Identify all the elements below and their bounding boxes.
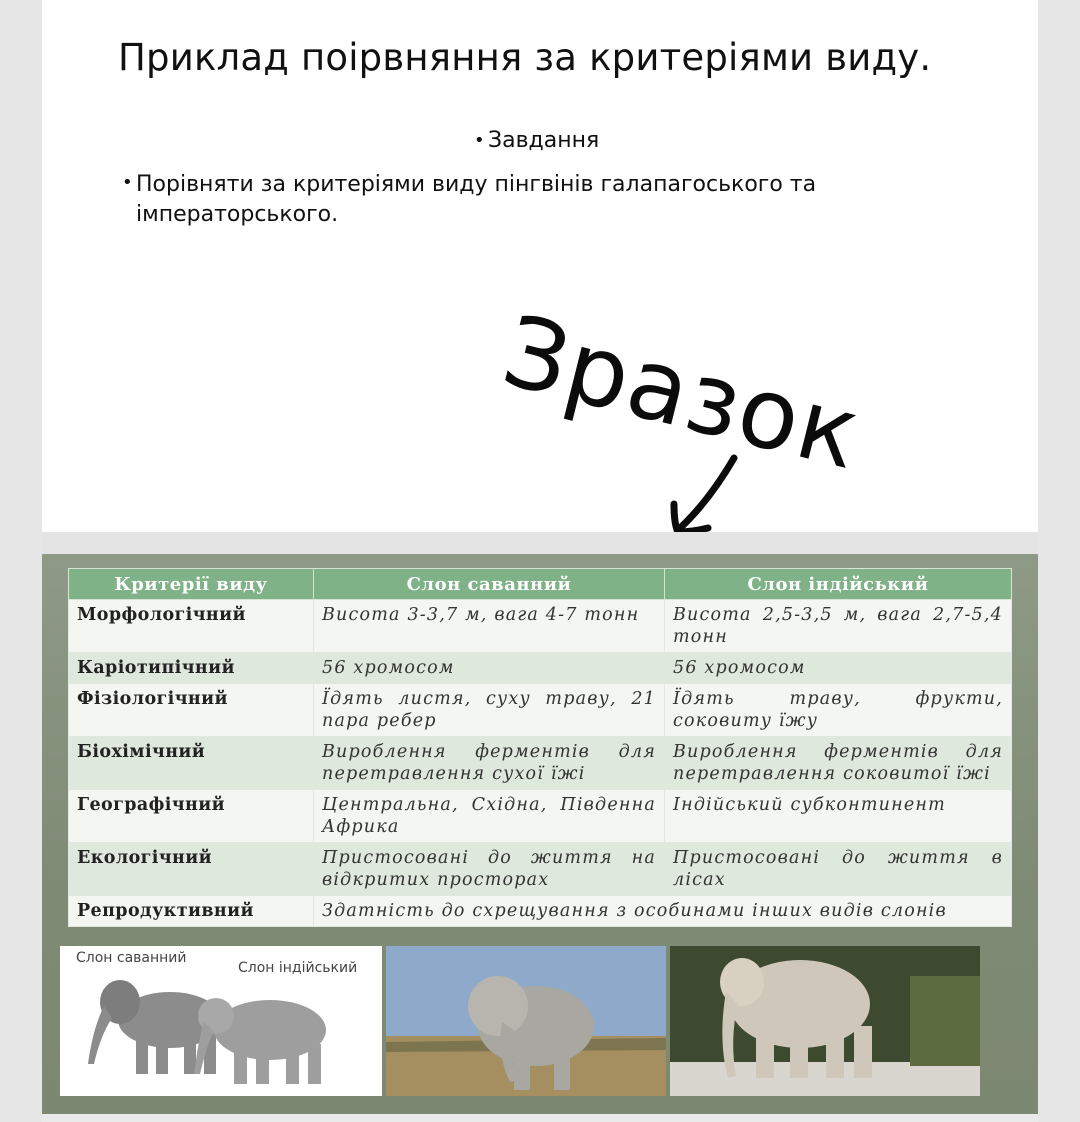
indian-value: Вироблення ферментів для перетравлення соковитої їжі <box>665 737 1012 790</box>
savanna-value: 56 хромосом <box>314 653 665 684</box>
criterion-name: Каріотипічний <box>69 653 314 684</box>
photo-both-elephants <box>60 946 382 1096</box>
table-row <box>69 737 1012 790</box>
handwritten-sample-label: Зразок <box>492 294 872 493</box>
indian-value: Висота 2,5-3,5 м, вага 2,7-5,4 тонн <box>665 600 1012 653</box>
subheading <box>474 128 599 154</box>
criterion-name: Географічний <box>69 790 314 843</box>
task-text: Порівняти за критеріями виду пінгвінів галапагоського та імператорського. <box>136 172 817 227</box>
table-row <box>69 790 1012 843</box>
criteria-table <box>68 568 1012 927</box>
table-header-row <box>69 569 1012 600</box>
table-row <box>69 843 1012 896</box>
bullet: • <box>474 130 485 151</box>
elephant-photos <box>60 946 980 1096</box>
header-savanna-elephant: Слон саванний <box>314 569 665 600</box>
caption-savanna: Слон саванний <box>76 950 187 966</box>
criterion-name: Екологічний <box>69 843 314 896</box>
savanna-value: Центральна, Східна, Південна Африка <box>314 790 665 843</box>
savanna-value: Пристосовані до життя на відкритих просторах <box>314 843 665 896</box>
slide-title: Приклад поірвняння за критеріями виду. <box>118 36 932 79</box>
header-criteria: Критерії виду <box>69 569 314 600</box>
caption-indian: Слон індійський <box>238 960 358 976</box>
task-slide <box>42 0 1038 532</box>
savanna-elephant-image <box>386 946 666 1096</box>
criterion-name: Фізіологічний <box>69 684 314 737</box>
criterion-name: Репродуктивний <box>69 896 314 927</box>
criterion-name: Біохімічний <box>69 737 314 790</box>
savanna-value: Їдять листя, суху траву, 21 пара ребер <box>314 684 665 737</box>
criterion-name: Морфологічний <box>69 600 314 653</box>
photo-indian-elephant <box>670 946 980 1096</box>
header-indian-elephant: Слон індійський <box>665 569 1012 600</box>
subheading-text: Завдання <box>488 128 600 153</box>
left-margin <box>0 0 42 1122</box>
table-row <box>69 684 1012 737</box>
indian-value: Індійський субконтинент <box>665 790 1012 843</box>
table-row <box>69 600 1012 653</box>
indian-value: 56 хромосом <box>665 653 1012 684</box>
table-row <box>69 653 1012 684</box>
savanna-value: Висота 3-3,7 м, вага 4-7 тонн <box>314 600 665 653</box>
indian-elephant-image <box>670 946 980 1096</box>
shared-value: Здатність до схрещування з особинами інших видів слонів <box>314 896 1012 927</box>
example-slide <box>42 554 1038 1114</box>
handwritten-arrow-icon <box>660 452 750 542</box>
page-gap <box>42 532 1038 554</box>
indian-value: Пристосовані до життя в лісах <box>665 843 1012 896</box>
savanna-value: Вироблення ферментів для перетравлення сухої їжі <box>314 737 665 790</box>
indian-value: Їдять траву, фрукти, соковиту їжу <box>665 684 1012 737</box>
table-row <box>69 896 1012 927</box>
photo-savanna-elephant <box>386 946 666 1096</box>
right-margin <box>1038 0 1080 1122</box>
task-item <box>122 170 882 230</box>
bullet: • <box>122 172 133 193</box>
